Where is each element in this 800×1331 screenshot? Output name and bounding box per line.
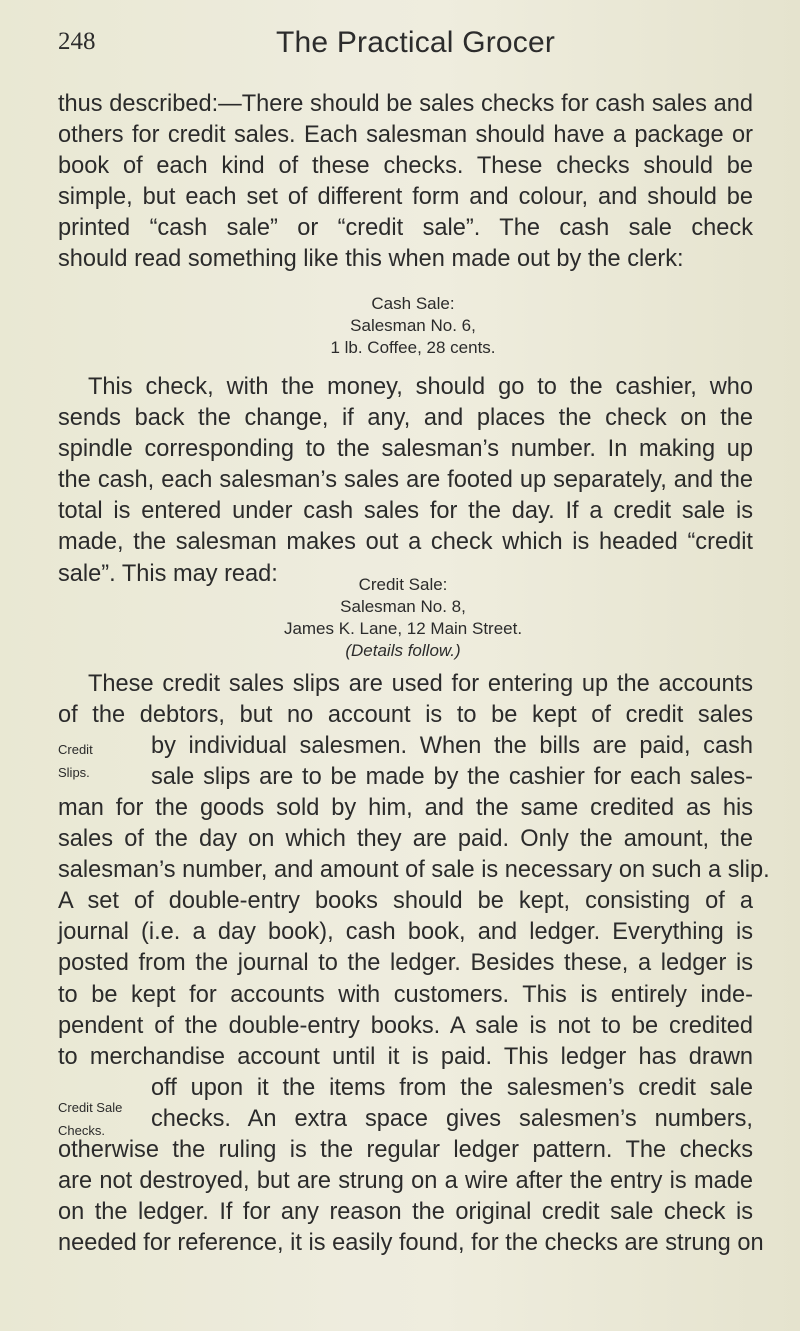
running-title: The Practical Grocer xyxy=(276,26,556,59)
paragraph-2 xyxy=(58,372,753,590)
text-line: others for credit sales. Each salesman should have a package or xyxy=(58,122,753,149)
text-line: should read something like this when made out by the clerk: xyxy=(58,246,684,273)
paragraph-3-intro xyxy=(58,669,753,731)
text-line: spindle corresponding to the salesman’s number. In making up xyxy=(58,436,753,463)
example-details: (Details follow.) xyxy=(345,641,461,660)
text-line: salesman’s number, and amount of sale is necessary on such a slip. xyxy=(58,857,770,884)
text-line: pendent of the double-entry books. A sale is not to be credited xyxy=(58,1012,753,1039)
text-line: of the debtors, but no account is to be kept of credit sales xyxy=(58,702,753,729)
text-line: journal (i.e. a day book), cash book, and ledger. Everything is xyxy=(58,919,753,946)
margin-note-line: Slips. xyxy=(58,765,90,780)
text-line: man for the goods sold by him, and the same credited as his xyxy=(58,795,753,821)
margin-note-line: Checks. xyxy=(58,1123,105,1138)
text-line: to merchandise account until it is paid. This ledger has drawn xyxy=(58,1043,753,1070)
paragraph-3-indented xyxy=(151,731,753,793)
example-line: Cash Sale: xyxy=(371,294,455,313)
text-line: sales of the day on which they are paid. Only the amount, the xyxy=(58,826,753,853)
text-line: A set of double-entry books should be kept, consisting of a xyxy=(58,888,753,915)
text-line: off upon it the items from the salesmen’s credit sale xyxy=(151,1075,753,1101)
text-line: the cash, each salesman’s sales are footed up separately, and the xyxy=(58,467,753,494)
text-line: checks. An extra space gives salesmen’s numbers, xyxy=(151,1106,753,1133)
text-line: otherwise the ruling is the regular ledger pattern. The checks xyxy=(58,1137,753,1163)
paragraph-1 xyxy=(58,89,753,276)
page-number: 248 xyxy=(58,28,96,55)
text-line: simple, but each set of different form and colour, and should be xyxy=(58,184,753,211)
paragraph-4-body xyxy=(58,1135,764,1259)
margin-note-line: Credit xyxy=(58,742,93,757)
text-line: posted from the journal to the ledger. Besides these, a ledger is xyxy=(58,950,753,977)
example-line: Salesman No. 6, xyxy=(350,316,476,335)
text-line: This check, with the money, should go to the cashier, who xyxy=(88,374,753,400)
text-line: thus described:—There should be sales checks for cash sales and xyxy=(58,91,753,117)
example-line: James K. Lane, 12 Main Street. xyxy=(283,619,523,638)
text-line: by individual salesmen. When the bills are paid, cash xyxy=(151,733,753,759)
paragraph-4-indented xyxy=(151,1073,753,1135)
page-header xyxy=(58,28,742,72)
credit-sale-example xyxy=(223,574,583,662)
text-line: These credit sales slips are used for entering up the accounts xyxy=(88,671,753,697)
text-line: needed for reference, it is easily found, for the checks are strung on xyxy=(58,1230,764,1257)
text-line: printed “cash sale” or “credit sale”. The cash sale check xyxy=(58,215,753,242)
text-line: sale slips are to be made by the cashier for each sales- xyxy=(151,764,753,791)
cash-sale-example xyxy=(233,293,593,359)
text-line: book of each kind of these checks. These checks should be xyxy=(58,153,753,180)
paragraph-3-body xyxy=(58,793,770,1073)
example-line: 1 lb. Coffee, 28 cents. xyxy=(330,338,496,357)
text-line: sale”. This may read: xyxy=(58,560,278,587)
example-line: Salesman No. 8, xyxy=(340,597,466,616)
margin-note-credit-slips xyxy=(58,738,93,784)
example-line: Credit Sale: xyxy=(358,575,448,594)
margin-note-line: Credit Sale xyxy=(58,1100,123,1115)
text-line: made, the salesman makes out a check which is headed “credit xyxy=(58,529,753,556)
text-line: to be kept for accounts with customers. This is entirely inde- xyxy=(58,981,753,1008)
text-line: sends back the change, if any, and places the check on the xyxy=(58,405,753,432)
text-line: on the ledger. If for any reason the original credit sale check is xyxy=(58,1199,753,1226)
text-line: total is entered under cash sales for the day. If a credit sale is xyxy=(58,498,753,525)
text-line: are not destroyed, but are strung on a wire after the entry is made xyxy=(58,1168,753,1195)
